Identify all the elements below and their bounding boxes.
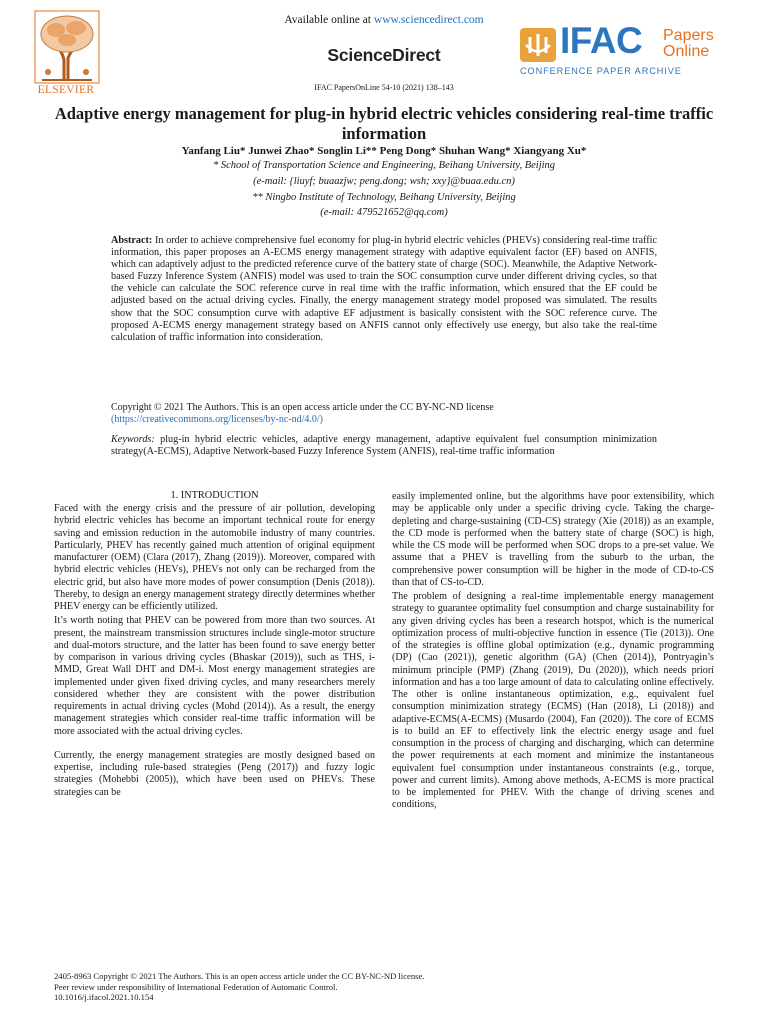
abstract (111, 235, 657, 344)
sciencedirect-brand: ScienceDirect (327, 45, 441, 65)
affiliation-2: ** Ningbo Institute of Technology, Beihang University, Beijing (252, 192, 516, 203)
body-paragraph: Faced with the energy crisis and the pressure of air pollution, developing hybrid electric vehicles has become an important technical route for energy saving and emission reduction in the automobile industry of many countries. Particularly, PHEV has recently gained much attention of original equipment manufacturer (OEM) (Clara (2017), Zhang (2019)). Moreover, compared with hybrid electric vehicles (HEVs), PHEVs not only can be recharged from the electric grid, but also have more modes of power consumption (Denis (2018)). Thereby, to design an energy management strategy directly determines whether PHEV energy can be efficiently utilized. (54, 503, 375, 612)
available-prefix: Available online at (284, 14, 374, 26)
copyright-text: Copyright © 2021 The Authors. This is an open access article under the CC BY-NC-ND license (111, 402, 494, 413)
paper-title: Adaptive energy management for plug-in hybrid electric vehicles considering real-time traffic information (54, 104, 714, 143)
elsevier-label: ELSEVIER (37, 84, 95, 96)
affiliation-2-email: (e-mail: 479521652@qq.com) (320, 207, 448, 218)
abstract-label: Abstract: (111, 235, 153, 246)
affiliation-1-email: (e-mail: {liuyf; buaazjw; peng.dong; wsh; xxy}@buaa.edu.cn) (253, 176, 515, 187)
sciencedirect-link[interactable]: www.sciencedirect.com (373, 14, 484, 26)
footer-doi[interactable]: 10.1016/j.ifacol.2021.10.154 (54, 992, 154, 1003)
body-paragraph: It’s worth noting that PHEV can be powered from more than two sources. At present, the mainstream transmission structures include single-motor structure and dual-motors structure, and the latter has been found to save energy better by comparison in various driving cycles (Bhaskar (2019)), such as THS, i-MMD, Great Wall DHT and DM-i. Most energy management strategies are implemented under given fixed driving cycles, and many researchers merely considered whether they are consistent with the power distribution requirements in actual driving cycles (Mohd (2014)). As a result, the energy management strategies which consider real-time traffic information will be more associated with the actual driving cycles. (54, 615, 375, 737)
ifac-online-text: Online (663, 43, 710, 60)
affiliation-1: * School of Transportation Science and Engineering, Beihang University, Beijing (212, 160, 556, 171)
keywords-label: Keywords: (111, 434, 155, 445)
keywords (111, 434, 657, 459)
journal-citation: IFAC PapersOnLine 54-10 (2021) 138–143 (314, 83, 454, 92)
body-paragraph: Currently, the energy management strategies are mostly designed based on expertise, including rule-based strategies (Peng (2017)) and fuzzy logic strategies (Mohebbi (2005)), which have been used on PHEVs. These strategies can be (54, 749, 375, 798)
section-heading-introduction: 1. INTRODUCTION (170, 490, 259, 501)
right-column (392, 491, 714, 812)
body-paragraph: easily implemented online, but the algorithms have poor extensibility, which may be applicable only under a specific driving cycle. Taking the charge-depleting and charge-sustaining (CD-CS) strategy (Xie (2018)) as an example, the CD mode is performed when the battery state of charge (SOC) is high, while the CS mode will be performed when SOC drops to a pre-set value. We assume that a PHEV is travelling from the suburb to the urban, the comprehensive power consumption will be higher in the mode of CD-to-CS than that of CS-to-CD. (392, 491, 714, 588)
keywords-text: plug-in hybrid electric vehicles, adaptive energy management, adaptive equivalent fuel consumption minimization strategy(A-ECMS), Adaptive Network-based Fuzzy Inference System (ANFIS), real-time traffic information (111, 434, 657, 458)
footer-peer-review: Peer review under responsibility of International Federation of Automatic Control. (54, 981, 338, 992)
author-list: Yanfang Liu* Junwei Zhao* Songlin Li** Peng Dong* Shuhan Wang* Xiangyang Xu* (181, 145, 587, 157)
available-online-line (0, 14, 768, 26)
body-paragraph: The problem of designing a real-time implementable energy management strategy to guarantee optimality fuel consumption and charge sustainability for any given driving cycles has been a research hotspot, which is the numerical optimization process of multi-objective function in essence (Tie (2013)). One of the strategies is offline global optimization (e.g., dynamic programming (DP) (Cao (2021)), genetic algorithm (GA) (Chen (2014)), Pontryagin’s minimum principle (PMP) (Zhang (2019), Du (2020)), which needs priori information and has a too large amount of data to calculating online effectively. The other is online instantaneous optimization, e.g., equivalent fuel consumption minimization strategy (ECMS) (Han (2018), Li (2018)) and adaptive-ECMS(A-ECMS) (Musardo (2004), Fan (2020)). The core of ECMS is to build an EF to effectively link the electric energy usage and fuel consumption in the process of charging and discharging, which can determine the power requirements at each moment and minimize the instantaneous equivalent fuel consumption under instantaneous constraints (e.g., torque, power and current limits). Among above methods, A-ECMS is more practical to be implemented for PHEV. With the change of driving scenes and conditions, (392, 591, 714, 811)
ifac-logo-text: IFAC (560, 20, 643, 61)
ifac-archive-text: CONFERENCE PAPER ARCHIVE (520, 66, 682, 76)
footer-copyright: 2405-8963 Copyright © 2021 The Authors. This is an open access article under the CC BY-NC-ND license. (54, 971, 425, 981)
ifac-emblem-icon (520, 28, 556, 62)
page-footer (54, 971, 714, 1003)
ifac-papers-text: Papers (663, 27, 714, 44)
license-link[interactable]: (https://creativecommons.org/licenses/by-nc-nd/4.0/) (111, 414, 323, 425)
copyright-notice (111, 402, 657, 426)
abstract-text: In order to achieve comprehensive fuel economy for plug-in hybrid electric vehicles (PHEVs) considering real-time traffic information, this paper proposes an A-ECMS energy management strategy with adaptive equivalent factor (EF) based on ANFIS, which can adaptively adjust to the predicted reference curve of the battery state of charge (SOC). Meanwhile, the Adaptive Network-based Fuzzy Inference System (ANFIS) model was used to train the SOC consumption curve under different driving cycles, so that the vehicle can calculate the SOC reference curve in real time with the traffic information, which ensured that the EF could be adjusted based on the actual driving cycles. Finally, the energy management strategy model proposed was simulated. The results show that the SOC consumption curve with adaptive EF adjustment is basically consistent with the SOC reference curve. The proposed A-ECMS energy management strategy based on ANFIS cannot only effectively use energy, but also take the real-time calculation of traffic information into consideration. (111, 235, 657, 343)
left-column (54, 503, 375, 799)
